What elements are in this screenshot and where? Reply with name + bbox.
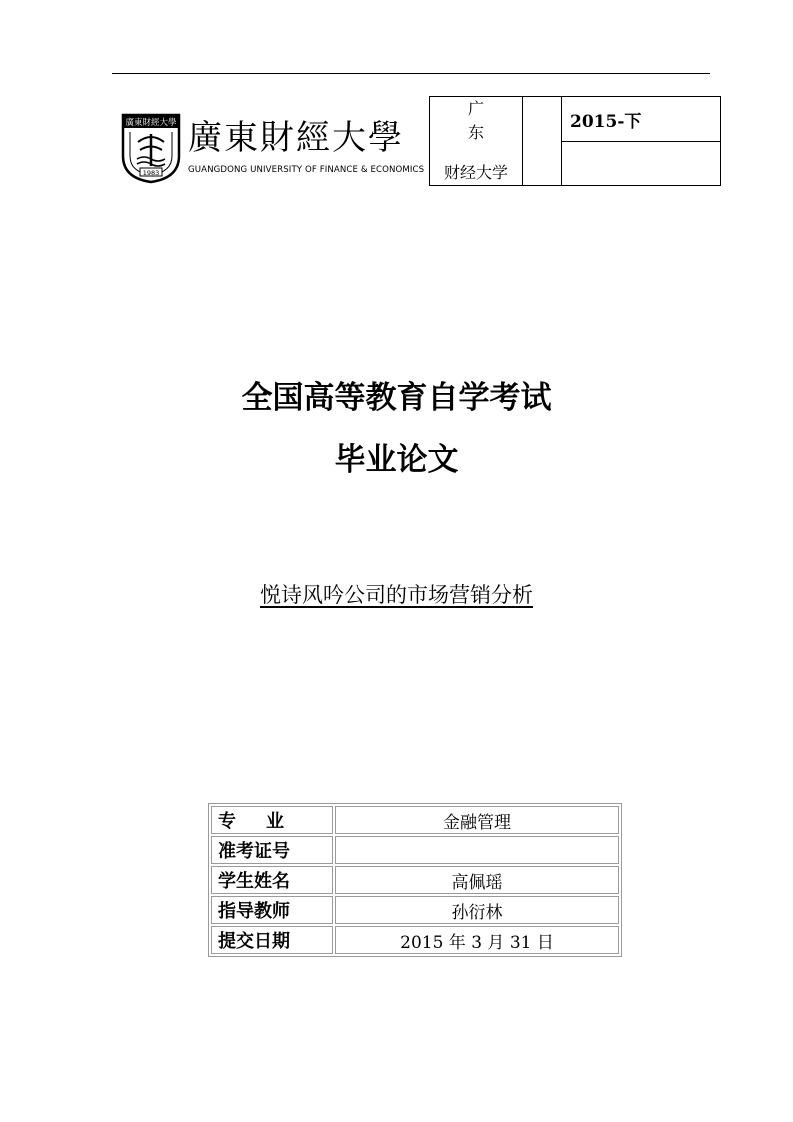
table-row xyxy=(211,806,619,834)
school-line1: 广 东 xyxy=(467,99,506,142)
major-value: 金融管理 xyxy=(335,806,619,834)
student-name-value: 高佩瑶 xyxy=(335,866,619,894)
exam-title: 全国高等教育自学考试 xyxy=(241,380,552,416)
seal-text: 廣東財經大學 xyxy=(125,118,177,128)
table-row xyxy=(211,866,619,894)
university-name-en: GUANGDONG UNIVERSITY OF FINANCE & ECONOMICS xyxy=(188,165,425,175)
university-seal-icon xyxy=(120,112,182,184)
thesis-title: 毕业论文 xyxy=(334,442,459,478)
table-row xyxy=(211,836,619,864)
term-cell: 2015-下 xyxy=(562,97,721,142)
topic-wrapper xyxy=(0,580,793,610)
school-cell xyxy=(430,97,523,186)
empty-term-cell xyxy=(562,142,721,186)
advisor-label: 指导教师 xyxy=(211,896,333,924)
major-label: 专业 xyxy=(211,806,333,834)
table-row xyxy=(211,896,619,924)
submit-date-value: 2015 年 3 月 31 日 xyxy=(335,926,619,954)
exam-id-label: 准考证号 xyxy=(211,836,333,864)
advisor-value: 孙衍林 xyxy=(335,896,619,924)
header-info-box xyxy=(429,96,721,186)
university-logo xyxy=(120,112,425,186)
school-line2: 财经大学 xyxy=(443,163,508,182)
student-info-table xyxy=(208,803,622,957)
top-rule xyxy=(112,73,710,74)
exam-id-value xyxy=(335,836,619,864)
seal-year: 1983 xyxy=(142,169,160,177)
student-name-label: 学生姓名 xyxy=(211,866,333,894)
blank-cell xyxy=(523,97,562,186)
university-name-cn: 廣東財經大學 xyxy=(188,118,404,158)
table-row xyxy=(211,926,619,954)
submit-date-label: 提交日期 xyxy=(211,926,333,954)
thesis-topic: 悦诗风吟公司的市场营销分析 xyxy=(260,583,533,607)
